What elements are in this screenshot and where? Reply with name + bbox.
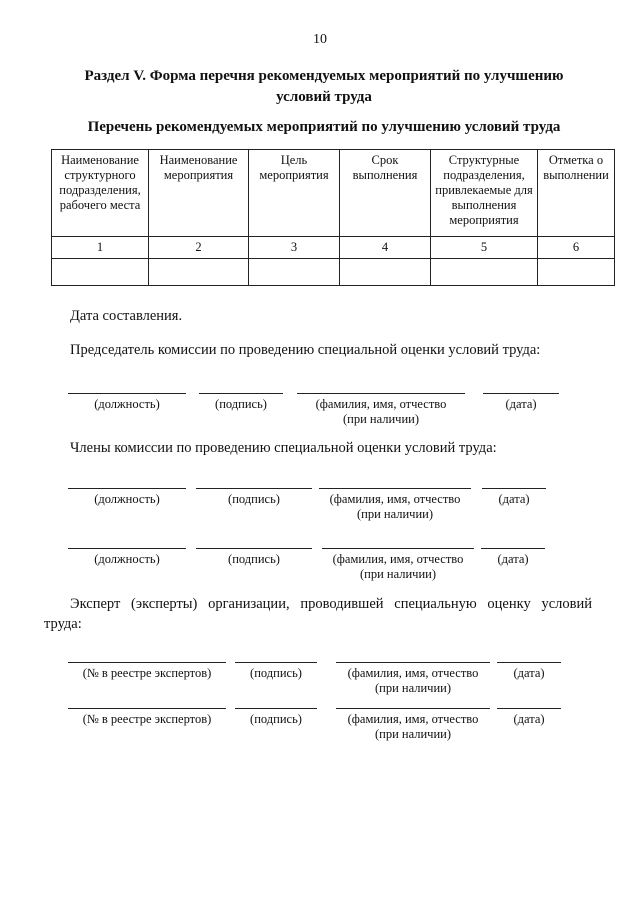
table-number-row <box>52 237 615 259</box>
signature-line[interactable] <box>235 708 317 709</box>
experts-heading-line2: труда: <box>44 616 82 632</box>
number-cell: 1 <box>52 237 149 259</box>
signature-line[interactable] <box>199 393 283 394</box>
signature-line[interactable] <box>481 548 545 549</box>
signature-line[interactable] <box>68 548 186 549</box>
number-cell: 6 <box>538 237 615 259</box>
table-empty-row <box>52 259 615 286</box>
number-cell: 3 <box>249 237 340 259</box>
fio-label: (фамилия, имя, отчество <box>329 492 461 506</box>
empty-cell[interactable] <box>431 259 538 286</box>
signature-line[interactable] <box>336 708 490 709</box>
fio-label: (фамилия, имя, отчество <box>347 712 479 726</box>
signature-line[interactable] <box>497 662 561 663</box>
header-cell-deadline: Срок выполнения <box>340 150 431 237</box>
signature-label: (подпись) <box>228 492 280 506</box>
header-cell-measure: Наименование мероприятия <box>149 150 249 237</box>
fio-note-label: (при наличии) <box>374 727 452 741</box>
table-header-row <box>52 150 615 237</box>
header-cell-departments: Структурные подразделения, привлекаемые для выполнения мероприятия <box>431 150 538 237</box>
signature-line[interactable] <box>297 393 465 394</box>
chairman-heading: Председатель комиссии по проведению специальной оценки условий труда: <box>70 342 541 358</box>
signature-line[interactable] <box>483 393 559 394</box>
fio-label: (фамилия, имя, отчество <box>315 397 447 411</box>
registry-label: (№ в реестре экспертов) <box>82 666 212 680</box>
position-label: (должность) <box>94 492 160 506</box>
fio-label: (фамилия, имя, отчество <box>332 552 464 566</box>
position-label: (должность) <box>94 397 160 411</box>
empty-cell[interactable] <box>52 259 149 286</box>
date-compiled-label: Дата составления. <box>70 308 183 324</box>
signature-label: (подпись) <box>215 397 267 411</box>
signature-line[interactable] <box>336 662 490 663</box>
section-title: Раздел V. Форма перечня рекомендуемых мероприятий по улучшению условий труда <box>84 68 564 105</box>
empty-cell[interactable] <box>249 259 340 286</box>
signature-line[interactable] <box>68 488 186 489</box>
date-label: (дата) <box>513 666 545 680</box>
empty-cell[interactable] <box>340 259 431 286</box>
position-label: (должность) <box>94 552 160 566</box>
empty-cell[interactable] <box>149 259 249 286</box>
fio-note-label: (при наличии) <box>374 681 452 695</box>
page-number: 10 <box>313 32 327 47</box>
date-label: (дата) <box>498 492 530 506</box>
signature-line[interactable] <box>68 393 186 394</box>
fio-note-label: (при наличии) <box>356 507 434 521</box>
date-label: (дата) <box>505 397 537 411</box>
signature-label: (подпись) <box>250 712 302 726</box>
measures-table <box>51 149 615 286</box>
signature-line[interactable] <box>319 488 471 489</box>
signature-line[interactable] <box>482 488 546 489</box>
signature-label: (подпись) <box>250 666 302 680</box>
date-label: (дата) <box>513 712 545 726</box>
signature-line[interactable] <box>68 662 226 663</box>
number-cell: 5 <box>431 237 538 259</box>
list-title: Перечень рекомендуемых мероприятий по улучшению условий труда <box>87 119 561 135</box>
signature-line[interactable] <box>196 488 312 489</box>
experts-heading-line1: Эксперт (эксперты) организации, проводившей специальную оценку условий <box>70 596 592 612</box>
number-cell: 4 <box>340 237 431 259</box>
registry-label: (№ в реестре экспертов) <box>82 712 212 726</box>
fio-label: (фамилия, имя, отчество <box>347 666 479 680</box>
number-cell: 2 <box>149 237 249 259</box>
signature-line[interactable] <box>322 548 474 549</box>
signature-label: (подпись) <box>228 552 280 566</box>
date-label: (дата) <box>497 552 529 566</box>
header-cell-mark: Отметка о выполнении <box>538 150 615 237</box>
header-cell-goal: Цель мероприятия <box>249 150 340 237</box>
signature-line[interactable] <box>497 708 561 709</box>
header-cell-unit: Наименование структурного подразделения, рабочего места <box>52 150 149 237</box>
signature-line[interactable] <box>68 708 226 709</box>
empty-cell[interactable] <box>538 259 615 286</box>
fio-note-label: (при наличии) <box>342 412 420 426</box>
members-heading: Члены комиссии по проведению специальной оценки условий труда: <box>70 440 497 456</box>
signature-line[interactable] <box>235 662 317 663</box>
fio-note-label: (при наличии) <box>359 567 437 581</box>
signature-line[interactable] <box>196 548 312 549</box>
